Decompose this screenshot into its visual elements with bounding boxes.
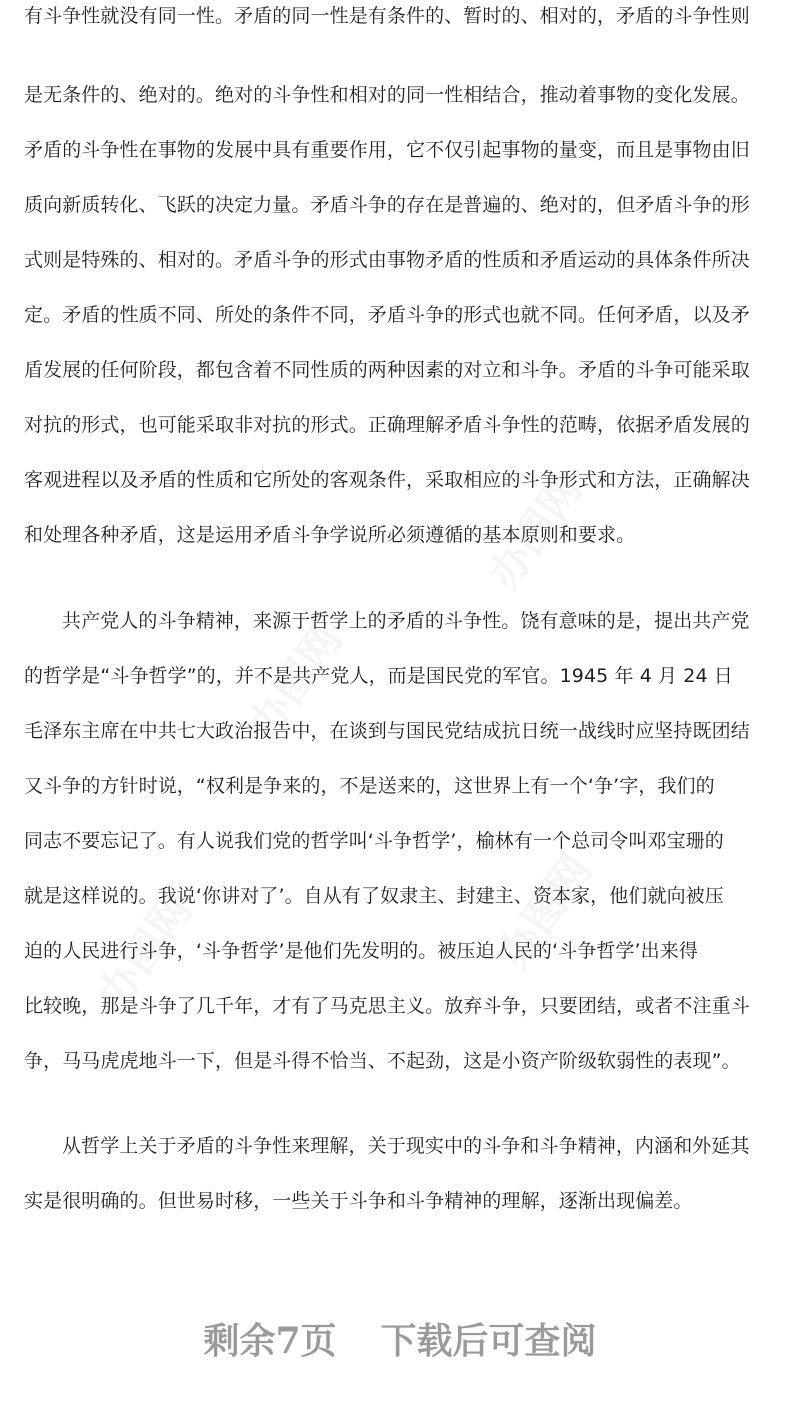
text-line: 比较晚，那是斗争了几千年，才有了马克思主义。放弃斗争，只要团结，或者不注重斗 — [24, 995, 750, 1017]
text-line: 客观进程以及矛盾的性质和它所处的客观条件，采取相应的斗争形式和方法，正确解决 — [24, 469, 750, 491]
text-line: 共产党人的斗争精神，来源于哲学上的矛盾的斗争性。饶有意味的是，提出共产党 — [62, 610, 750, 632]
text-line: 对抗的形式，也可能采取非对抗的形式。正确理解矛盾斗争性的范畴，依据矛盾发展的 — [24, 414, 750, 436]
text-line: 质向新质转化、飞跃的决定力量。矛盾斗争的存在是普遍的、绝对的，但矛盾斗争的形 — [24, 194, 750, 216]
download-remaining-banner[interactable] — [0, 1316, 800, 1366]
text-line: 争，马马虎虎地斗一下，但是斗得不恰当、不起劲，这是小资产阶级软弱性的表现”。 — [24, 1050, 741, 1072]
text-line: 式则是特殊的、相对的。矛盾斗争的形式由事物矛盾的性质和矛盾运动的具体条件所决 — [24, 249, 750, 271]
text-line: 盾发展的任何阶段，都包含着不同性质的两种因素的对立和斗争。矛盾的斗争可能采取 — [24, 359, 750, 381]
text-line: 从哲学上关于矛盾的斗争性来理解，关于现实中的斗争和斗争精神，内涵和外延其 — [62, 1135, 750, 1157]
text-line: 有斗争性就没有同一性。矛盾的同一性是有条件的、暂时的、相对的，矛盾的斗争性则 — [24, 5, 750, 27]
text-line: 实是很明确的。但世易时移，一些关于斗争和斗争精神的理解，逐渐出现偏差。 — [24, 1190, 693, 1212]
text-line: 迫的人民进行斗争，‘斗争哲学’是他们先发明的。被压迫人民的‘斗争哲学’出来得 — [24, 940, 698, 962]
download-hint-label[interactable]: 下载后可查阅 — [380, 1320, 597, 1362]
watermark: 办图网 — [238, 615, 352, 748]
text-line: 同志不要忘记了。有人说我们党的哲学叫‘斗争哲学’，榆林有一个总司令叫邓宝珊的 — [24, 830, 724, 852]
watermark: 办图网 — [478, 465, 592, 598]
text-line: 矛盾的斗争性在事物的发展中具有重要作用，它不仅引起事物的量变，而且是事物由旧 — [24, 139, 750, 161]
remaining-pages-label[interactable]: 剩余7页 — [203, 1320, 337, 1362]
text-line: 定。矛盾的性质不同、所处的条件不同，矛盾斗争的形式也就不同。任何矛盾，以及矛 — [24, 304, 750, 326]
text-line: 又斗争的方针时说，“权利是争来的，不是送来的，这世界上有一个‘争’字，我们的 — [24, 775, 715, 797]
watermark: 办图网 — [488, 845, 602, 978]
text-line: 的哲学是“斗争哲学”的，并不是共产党人，而是国民党的军官。1945 年 4 月 24 日 — [24, 665, 733, 687]
watermark: 办图网 — [88, 885, 202, 1018]
text-line: 毛泽东主席在中共七大政治报告中，在谈到与国民党结成抗日统一战线时应坚持既团结 — [24, 720, 750, 742]
text-line: 是无条件的、绝对的。绝对的斗争性和相对的同一性相结合，推动着事物的变化发展。 — [24, 84, 750, 106]
text-line: 就是这样说的。我说‘你讲对了’。自从有了奴隶主、封建主、资本家，他们就向被压 — [24, 885, 724, 907]
text-line: 和处理各种矛盾，这是运用矛盾斗争学说所必须遵循的基本原则和要求。 — [24, 524, 636, 546]
